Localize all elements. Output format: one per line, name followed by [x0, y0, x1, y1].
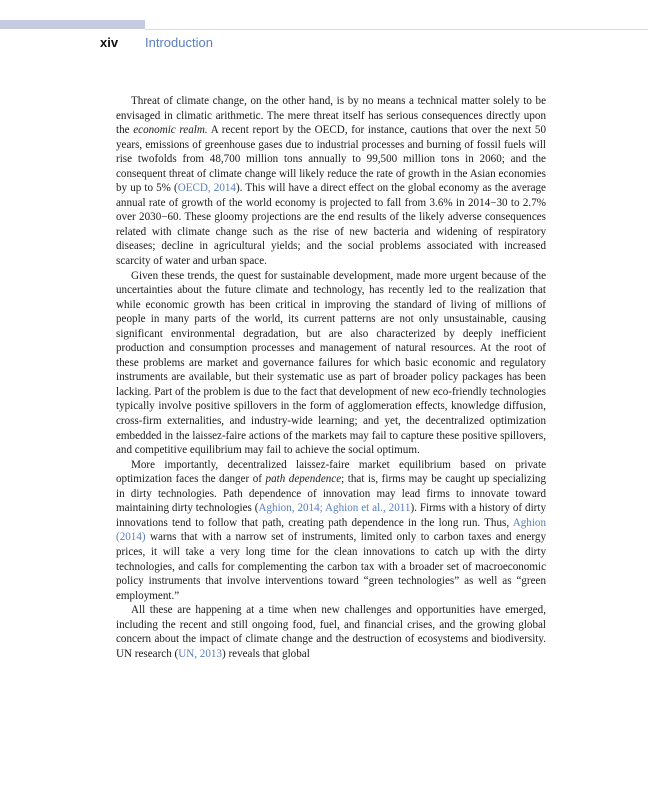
italic-term: path dependence: [265, 473, 342, 486]
text-span: ; that is, firms may be caught up specializing in dirty technologies. Path dependence of innovation may lead firms to innovate toward maintaining dirty technologies (: [116, 473, 546, 515]
paragraph: [116, 458, 546, 603]
citation-link[interactable]: OECD, 2014: [177, 182, 236, 195]
page-number: xiv: [100, 35, 119, 50]
text-span: ). This will have a direct effect on the global economy as the average annual rate of growth of the world economy is projected to fall from 3.6% in 2014−30 to 2.7% over 2030−60. These gloomy projections are the end results of the likely adverse consequences related with climate change such as the rise of new bacteria and widening of respiratory diseases; decline in agricultural yields; and the social problems associated with increased scarcity of water and urban space.: [116, 182, 546, 268]
text-span: More importantly, decentralized laissez-faire market equilibrium based on private optimization faces the danger of: [116, 458, 546, 486]
paragraph: [116, 269, 546, 458]
text-span: warns that with a narrow set of instruments, limited only to carbon taxes and energy prices, it will take a very long time for the clean innovations to catch up with the dirty technologies, and calls for complementing the carbon tax with a broader set of macroeconomic policy instruments that involve interventions toward “green technologies” as well as “green employment.”: [116, 531, 546, 602]
body-text: [116, 94, 546, 661]
text-span: Threat of climate change, on the other hand, is by no means a technical matter solely to be envisaged in climatic arithmetic. The mere threat itself has serious consequences directly upon the: [116, 95, 546, 137]
header-rule: [145, 29, 648, 30]
paragraph: [116, 94, 546, 269]
italic-term: economic realm.: [133, 124, 208, 137]
text-span: Given these trends, the quest for sustainable development, made more urgent because of the uncertainties about the future climate and technology, has recently led to the realization that while economic growth has been critical in improving the standard of living of millions of people in many parts of the world, its current patterns are not only unsustainable, causing significant environmental degradation, but are also characterized by deeply inefficient production and consumption processes and management of natural resources. At the root of these problems are market and governance failures for which basic economic and regulatory instruments are available, but their systematic use as part of broader policy packages has been lacking. Part of the problem is due to the fact that development of new eco-friendly technologies typically involve positive spillovers in the form of agglomeration effects, knowledge diffusion, cross-firm externalities, and industry-wide learning; and yet, the decentralized optimization embedded in the laissez-faire actions of the markets may fail to capture these positive spillovers, and competitive equilibrium may fail to achieve the social optimum.: [116, 269, 546, 457]
citation-link[interactable]: Aghion, 2014; Aghion et al., 2011: [258, 502, 411, 515]
citation-link[interactable]: Aghion (2014): [116, 516, 546, 544]
citation-link[interactable]: UN, 2013: [178, 647, 222, 660]
header-accent-bar: [0, 20, 145, 29]
text-span: A recent report by the OECD, for instance, cautions that over the next 50 years, emissions of greenhouse gases due to industrial processes and burning of fossil fuels will rise twofolds from 48,700 million tons annually to 99,500 million tons in 2060; and the consequent threat of climate change will likely reduce the rate of growth in the Asian economies by up to 5% (: [116, 124, 546, 195]
text-span: All these are happening at a time when new challenges and opportunities have emerged, including the recent and still ongoing food, fuel, and financial crises, and the growing global concern about the impact of climate change and the destruction of ecosystems and biodiversity. UN research (: [116, 604, 546, 660]
text-span: ) reveals that global: [221, 647, 310, 660]
running-head: Introduction: [145, 35, 213, 50]
text-span: ). Firms with a history of dirty innovations tend to follow that path, creating path dependence in the long run. Thus,: [116, 502, 546, 529]
paragraph: [116, 603, 546, 661]
